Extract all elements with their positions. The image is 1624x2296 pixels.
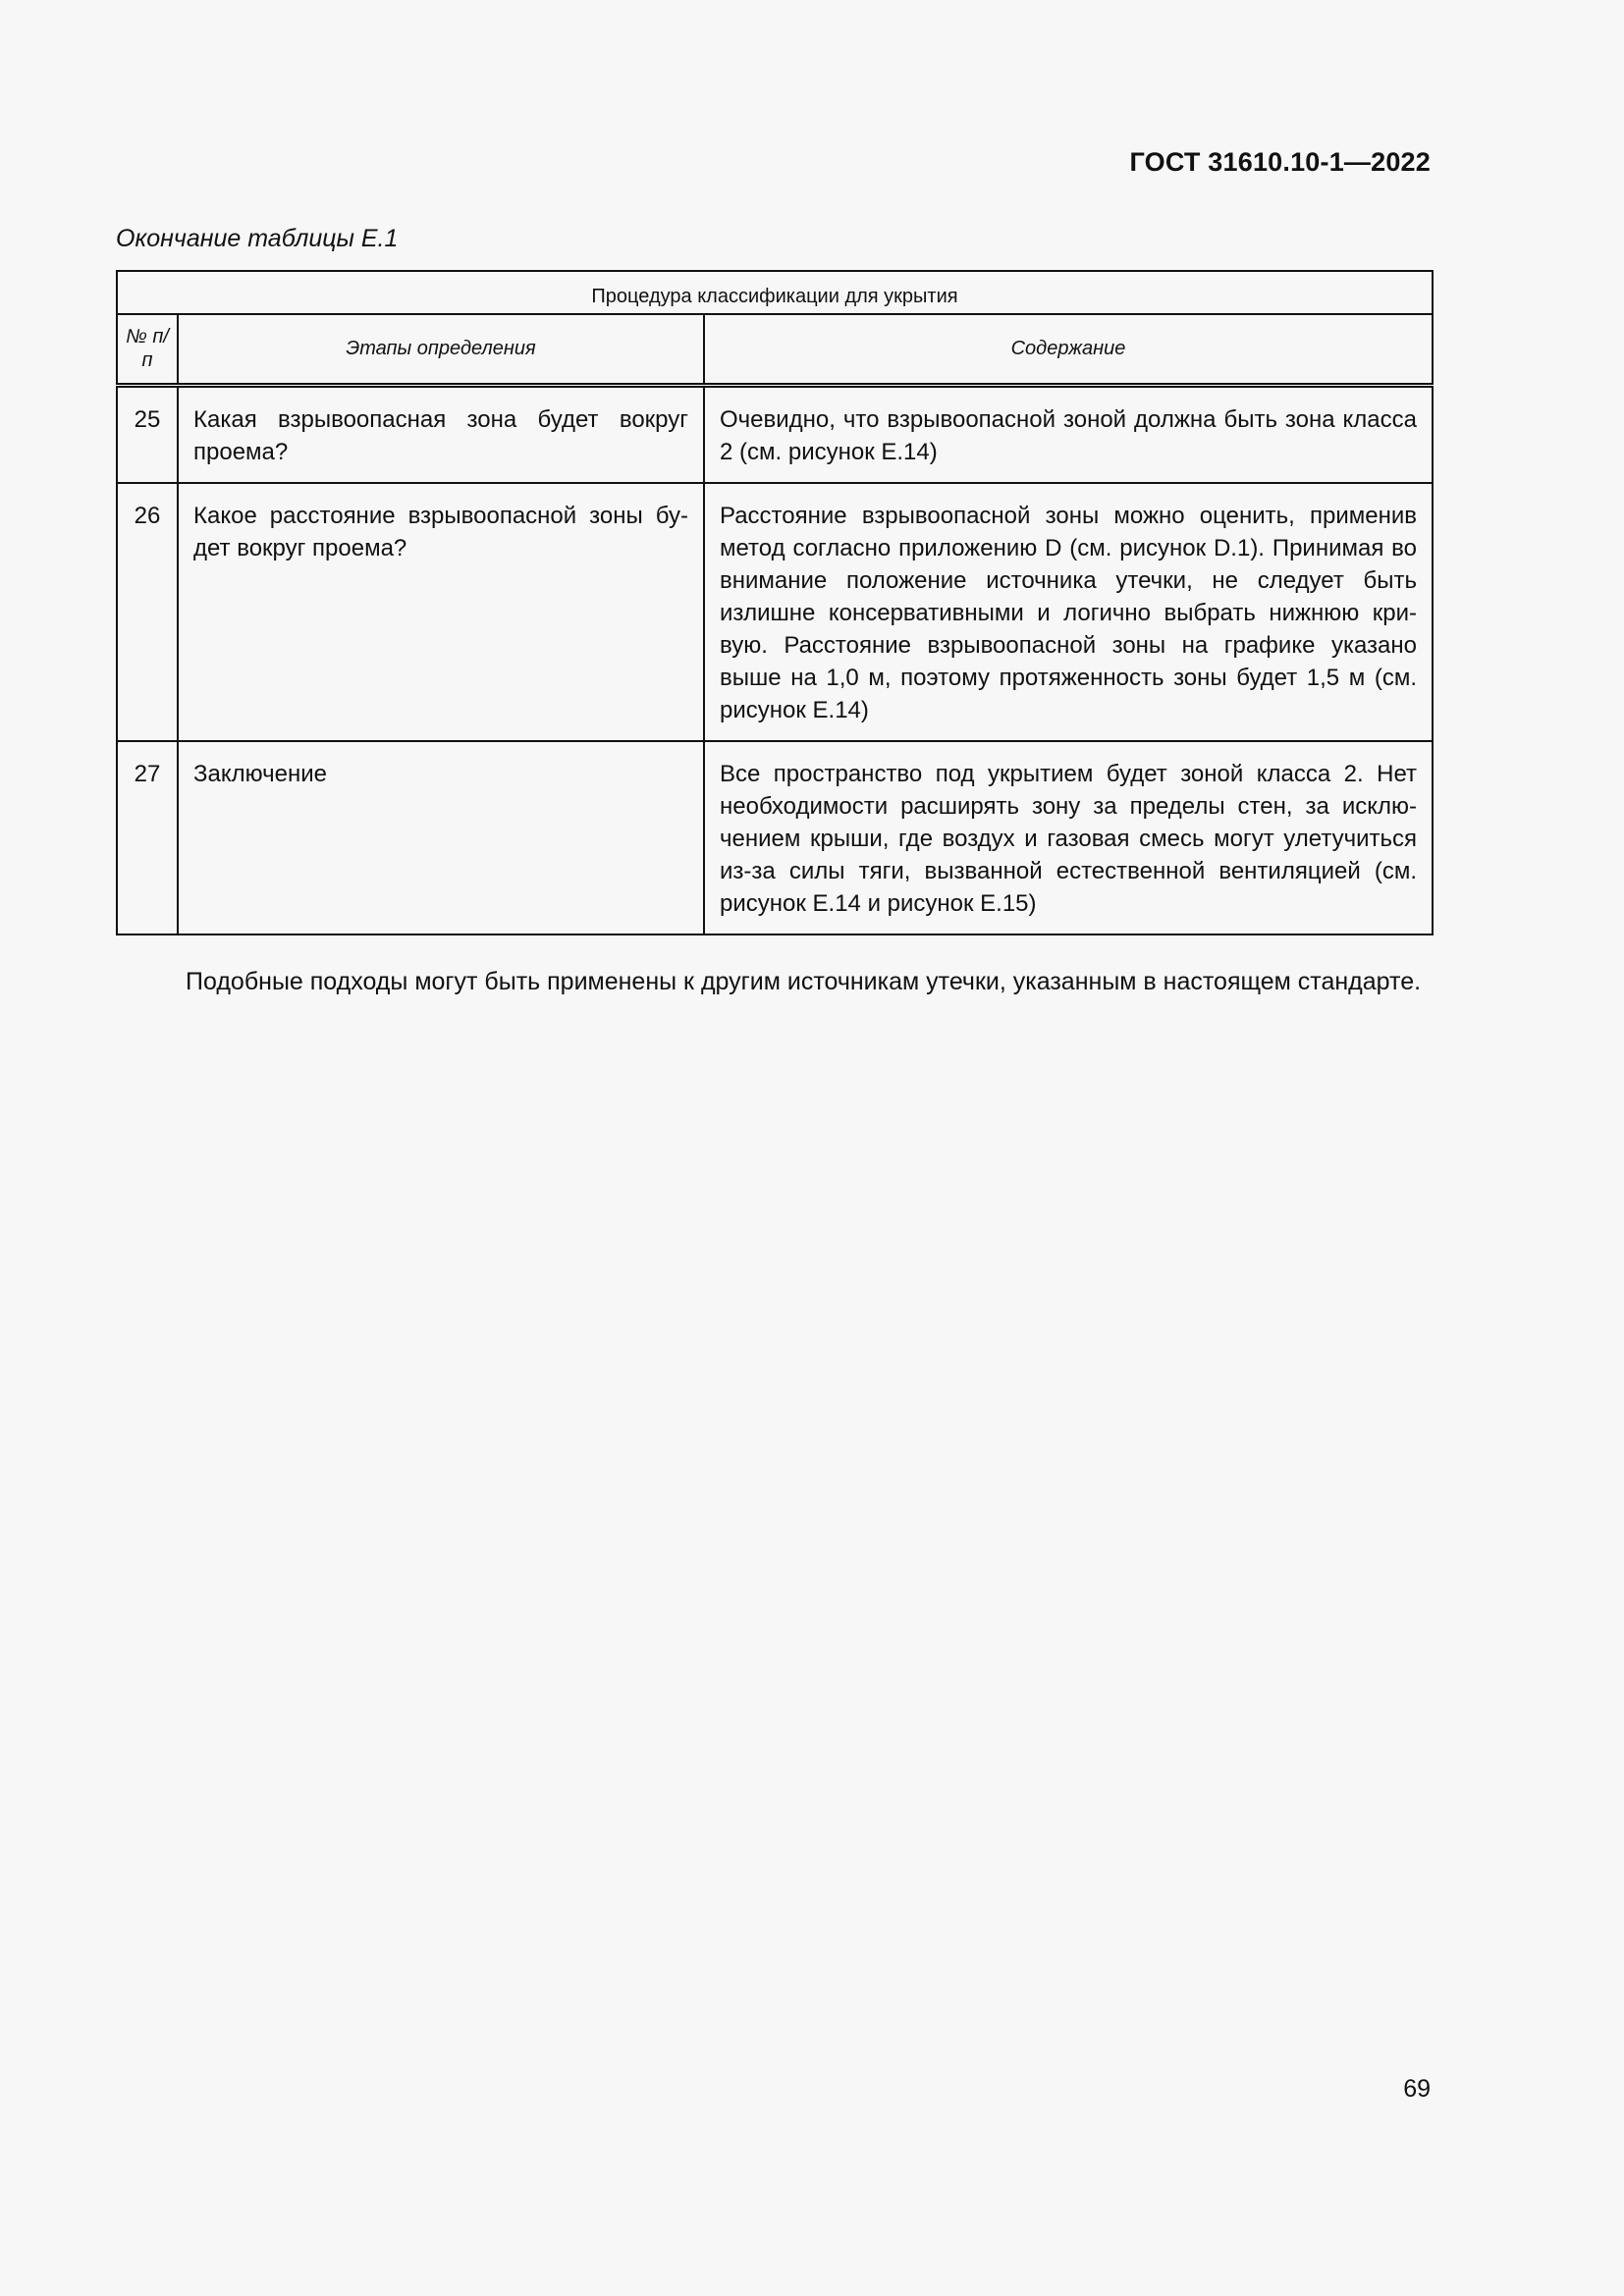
column-header-num: № п/п [117,314,178,385]
table-title-row [117,271,1433,314]
row-number: 27 [117,741,178,934]
closing-note: Подобные подходы могут быть применены к другим источникам утечки, указанным в настоящем стандарте. [186,968,1422,995]
row-content: Очевидно, что взрывоопасной зоной должна быть зона класса 2 (см. рисунок Е.14) [704,385,1433,483]
column-header-content: Содержание [704,314,1433,385]
table-row [117,483,1433,741]
table-row [117,385,1433,483]
row-number: 25 [117,385,178,483]
table-caption: Окончание таблицы Е.1 [116,225,399,252]
row-content: Все пространство под укрытием будет зоной класса 2. Нет необходимости расширять зону за пределы стен, за исключением крыши, где воздух и газовая смесь могут улетучиться из-за силы тяги, вызванной естественной вентиляцией (см. рисунок Е.14 и рисунок Е.15) [704,741,1433,934]
table-title: Процедура классификации для укрытия [117,271,1433,314]
table-row [117,741,1433,934]
row-stage: Какая взрывоопасная зона будет вокруг проема? [178,385,704,483]
row-number: 26 [117,483,178,741]
row-content: Расстояние взрывоопасной зоны можно оценить, применив метод согласно приложению D (см. рисунок D.1). Принимая во внимание положение источника утечки, не следует быть излишне консервативными и логично выбрать нижнюю кривую. Расстояние взрывоопасной зоны на графике указано выше на 1,0 м, поэтому протяженность зоны будет 1,5 м (см. рисунок Е.14) [704,483,1433,741]
table-header-row [117,314,1433,385]
column-header-stage: Этапы определения [178,314,704,385]
classification-table [116,270,1434,935]
row-stage: Заключение [178,741,704,934]
standard-code: ГОСТ 31610.10-1—2022 [1129,147,1431,177]
page-number: 69 [1403,2075,1431,2103]
row-stage: Какое расстояние взрывоопасной зоны будет вокруг проема? [178,483,704,741]
